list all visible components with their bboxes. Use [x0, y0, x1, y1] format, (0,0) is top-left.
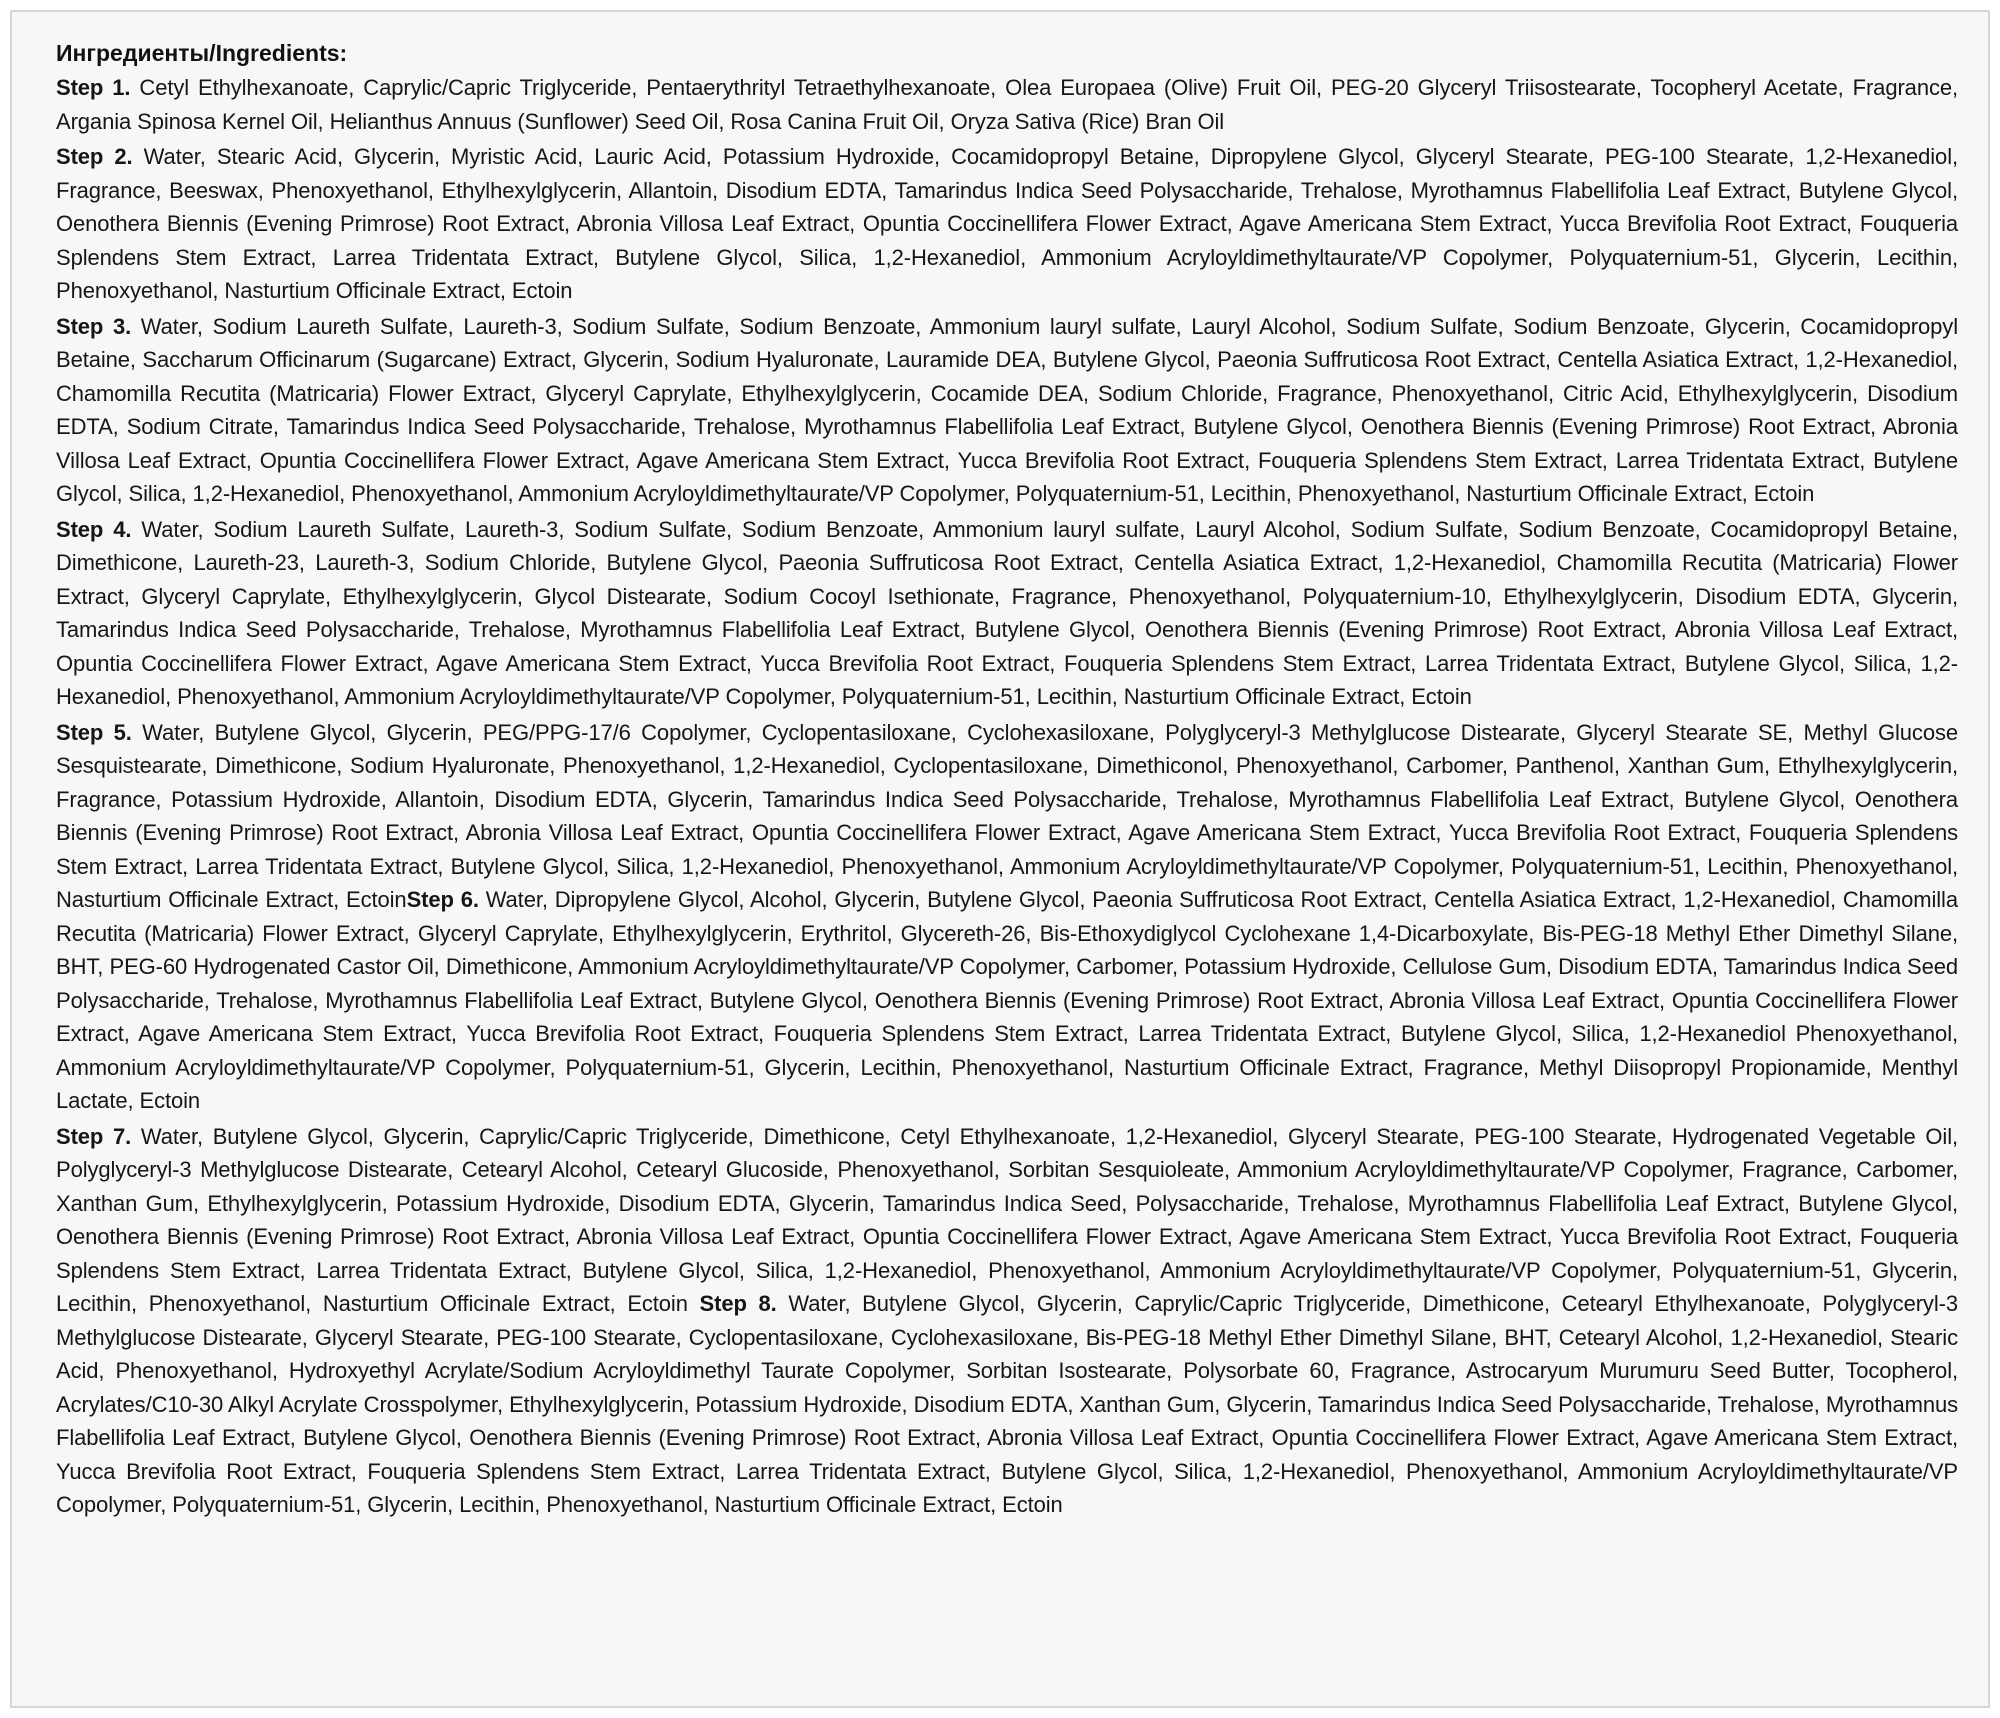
step-8-text: Water, Butylene Glycol, Glycerin, Caprylic/Capric Triglyceride, Dimethicone, Cetearyl Ethylhexanoate, Polyglyceryl-3 Methylglucose Distearate, Glyceryl Stearate, PEG-100 Stearate, Cyclopentasiloxane, Cyclohexasiloxane, Bis-PEG-18 Methyl Ether Dimethyl Silane, BHT, Cetearyl Alcohol, 1,2-Hexanediol, Stearic Acid, Phenoxyethanol, Hydroxyethyl Acrylate/Sodium Acryloyldimethyl Taurate Copolymer, Sorbitan Isostearate, Polysorbate 60, Fragrance, Astrocaryum Murumuru Seed Butter, Tocopherol, Acrylates/C10-30 Alkyl Acrylate Crosspolymer, Ethylhexylglycerin, Potassium Hydroxide, Disodium EDTA, Xanthan Gum, Glycerin, Tamarindus Indica Seed Polysaccharide, Trehalose, Myrothamnus Flabellifolia Leaf Extract, Butylene Glycol, Oenothera Biennis (Evening Primrose) Root Extract, Abronia Villosa Leaf Extract, Opuntia Coccinellifera Flower Extract, Agave Americana Stem Extract, Yucca Brevifolia Root Extract, Fouqueria Splendens Stem Extract, Larrea Tridentata Extract, Butylene Glycol, Silica, 1,2-Hexanediol, Phenoxyethanol, Ammonium Acryloyldimethyltaurate/VP Copolymer, Polyquaternium-51, Glycerin, Lecithin, Phenoxyethanol, Nasturtium Officinale Extract, Ectoin [56, 1291, 1958, 1517]
step-7-text: Water, Butylene Glycol, Glycerin, Caprylic/Capric Triglyceride, Dimethicone, Cetyl Ethylhexanoate, 1,2-Hexanediol, Glyceryl Stearate, PEG-100 Stearate, Hydrogenated Vegetable Oil, Polyglyceryl-3 Methylglucose Distearate, Cetearyl Alcohol, Cetearyl Glucoside, Phenoxyethanol, Sorbitan Sesquioleate, Ammonium Acryloyldimethyltaurate/VP Copolymer, Fragrance, Carbomer, Xanthan Gum, Ethylhexylglycerin, Potassium Hydroxide, Disodium EDTA, Glycerin, Tamarindus Indica Seed, Polysaccharide, Trehalose, Myrothamnus Flabellifolia Leaf Extract, Butylene Glycol, Oenothera Biennis (Evening Primrose) Root Extract, Abronia Villosa Leaf Extract, Opuntia Coccinellifera Flower Extract, Agave Americana Stem Extract, Yucca Brevifolia Root Extract, Fouqueria Splendens Stem Extract, Larrea Tridentata Extract, Butylene Glycol, Silica, 1,2-Hexanediol, Phenoxyethanol, Ammonium Acryloyldimethyltaurate/VP Copolymer, Polyquaternium-51, Glycerin, Lecithin, Phenoxyethanol, Nasturtium Officinale Extract, Ectoin [56, 1123, 1958, 1316]
step-5-paragraph [56, 716, 1958, 1118]
step-3-label: Step 3. [56, 313, 132, 339]
step-1-label: Step 1. [56, 75, 131, 100]
step-4-text: Water, Sodium Laureth Sulfate, Laureth-3, Sodium Sulfate, Sodium Benzoate, Ammonium lauryl sulfate, Lauryl Alcohol, Sodium Sulfate, Sodium Benzoate, Cocamidopropyl Betaine, Dimethicone, Laureth-23, Laureth-3, Sodium Chloride, Butylene Glycol, Paeonia Suffruticosa Root Extract, Centella Asiatica Extract, 1,2-Hexanediol, Chamomilla Recutita (Matricaria) Flower Extract, Glyceryl Caprylate, Ethylhexylglycerin, Glycol Distearate, Sodium Cocoyl Isethionate, Fragrance, Phenoxyethanol, Polyquaternium-10, Ethylhexylglycerin, Disodium EDTA, Glycerin, Tamarindus Indica Seed Polysaccharide, Trehalose, Myrothamnus Flabellifolia Leaf Extract, Butylene Glycol, Oenothera Biennis (Evening Primrose) Root Extract, Abronia Villosa Leaf Extract, Opuntia Coccinellifera Flower Extract, Agave Americana Stem Extract, Yucca Brevifolia Root Extract, Fouqueria Splendens Stem Extract, Larrea Tridentata Extract, Butylene Glycol, Silica, 1,2-Hexanediol, Phenoxyethanol, Ammonium Acryloyldimethyltaurate/VP Copolymer, Polyquaternium-51, Lecithin, Nasturtium Officinale Extract, Ectoin [56, 516, 1958, 709]
step-6-label: Step 6. [406, 887, 479, 912]
step-5-label: Step 5. [56, 719, 132, 745]
ingredients-sheet [10, 10, 1990, 1708]
step-1-text: Cetyl Ethylhexanoate, Caprylic/Capric Triglyceride, Pentaerythrityl Tetraethylhexanoate, Olea Europaea (Olive) Fruit Oil, PEG-20 Glyceryl Triisostearate, Tocopheryl Acetate, Fragrance, Argania Spinosa Kernel Oil, Helianthus Annuus (Sunflower) Seed Oil, Rosa Canina Fruit Oil, Oryza Sativa (Rice) Bran Oil [56, 75, 1958, 134]
step-4-label: Step 4. [56, 516, 132, 542]
step-5-text: Water, Butylene Glycol, Glycerin, PEG/PPG-17/6 Copolymer, Cyclopentasiloxane, Cyclohexasiloxane, Polyglyceryl-3 Methylglucose Distearate, Glyceryl Stearate SE, Methyl Glucose Sesquistearate, Dimethicone, Sodium Hyaluronate, Phenoxyethanol, 1,2-Hexanediol, Cyclopentasiloxane, Dimethiconol, Phenoxyethanol, Carbomer, Panthenol, Xanthan Gum, Ethylhexylglycerin, Fragrance, Potassium Hydroxide, Allantoin, Disodium EDTA, Glycerin, Tamarindus Indica Seed Polysaccharide, Trehalose, Myrothamnus Flabellifolia Leaf Extract, Butylene Glycol, Oenothera Biennis (Evening Primrose) Root Extract, Abronia Villosa Leaf Extract, Opuntia Coccinellifera Flower Extract, Agave Americana Stem Extract, Yucca Brevifolia Root Extract, Fouqueria Splendens Stem Extract, Larrea Tridentata Extract, Butylene Glycol, Silica, 1,2-Hexanediol, Phenoxyethanol, Ammonium Acryloyldimethyltaurate/VP Copolymer, Polyquaternium-51, Lecithin, Phenoxyethanol, Nasturtium Officinale Extract, Ectoin [56, 719, 1958, 912]
step-3-paragraph [56, 310, 1958, 511]
step-8-label: Step 8. [699, 1291, 777, 1316]
step-2-text: Water, Stearic Acid, Glycerin, Myristic Acid, Lauric Acid, Potassium Hydroxide, Cocamidopropyl Betaine, Dipropylene Glycol, Glyceryl Stearate, PEG-100 Stearate, 1,2-Hexanediol, Fragrance, Beeswax, Phenoxyethanol, Ethylhexylglycerin, Allantoin, Disodium EDTA, Tamarindus Indica Seed Polysaccharide, Trehalose, Myrothamnus Flabellifolia Leaf Extract, Butylene Glycol, Oenothera Biennis (Evening Primrose) Root Extract, Abronia Villosa Leaf Extract, Opuntia Coccinellifera Flower Extract, Agave Americana Stem Extract, Yucca Brevifolia Root Extract, Fouqueria Splendens Stem Extract, Larrea Tridentata Extract, Butylene Glycol, Silica, 1,2-Hexanediol, Ammonium Acryloyldimethyltaurate/VP Copolymer, Polyquaternium-51, Glycerin, Lecithin, Phenoxyethanol, Nasturtium Officinale Extract, Ectoin [56, 144, 1958, 303]
step-2-paragraph [56, 140, 1958, 308]
step-7-label: Step 7. [56, 1123, 132, 1149]
step-2-label: Step 2. [56, 144, 133, 169]
ingredients-heading: Ингредиенты/Ingredients: [56, 40, 348, 66]
step-7-paragraph [56, 1120, 1958, 1522]
step-6-text: Water, Dipropylene Glycol, Alcohol, Glycerin, Butylene Glycol, Paeonia Suffruticosa Root Extract, Centella Asiatica Extract, 1,2-Hexanediol, Chamomilla Recutita (Matricaria) Flower Extract, Glyceryl Caprylate, Ethylhexylglycerin, Erythritol, Glycereth-26, Bis-Ethoxydiglycol Cyclohexane 1,4-Dicarboxylate, Bis-PEG-18 Methyl Ether Dimethyl Silane, BHT, PEG-60 Hydrogenated Castor Oil, Dimethicone, Ammonium Acryloyldimethyltaurate/VP Copolymer, Carbomer, Potassium Hydroxide, Cellulose Gum, Disodium EDTA, Tamarindus Indica Seed Polysaccharide, Trehalose, Myrothamnus Flabellifolia Leaf Extract, Butylene Glycol, Oenothera Biennis (Evening Primrose) Root Extract, Abronia Villosa Leaf Extract, Opuntia Coccinellifera Flower Extract, Agave Americana Stem Extract, Yucca Brevifolia Root Extract, Fouqueria Splendens Stem Extract, Larrea Tridentata Extract, Butylene Glycol, Silica, 1,2-Hexanediol Phenoxyethanol, Ammonium Acryloyldimethyltaurate/VP Copolymer, Polyquaternium-51, Glycerin, Lecithin, Phenoxyethanol, Nasturtium Officinale Extract, Fragrance, Methyl Diisopropyl Propionamide, Menthyl Lactate, Ectoin [56, 887, 1958, 1113]
step-4-paragraph [56, 513, 1958, 714]
step-3-text: Water, Sodium Laureth Sulfate, Laureth-3, Sodium Sulfate, Sodium Benzoate, Ammonium lauryl sulfate, Lauryl Alcohol, Sodium Sulfate, Sodium Benzoate, Glycerin, Cocamidopropyl Betaine, Saccharum Officinarum (Sugarcane) Extract, Glycerin, Sodium Hyaluronate, Lauramide DEA, Butylene Glycol, Paeonia Suffruticosa Root Extract, Centella Asiatica Extract, 1,2-Hexanediol, Chamomilla Recutita (Matricaria) Flower Extract, Glyceryl Caprylate, Ethylhexylglycerin, Cocamide DEA, Sodium Chloride, Fragrance, Phenoxyethanol, Citric Acid, Ethylhexylglycerin, Disodium EDTA, Sodium Citrate, Tamarindus Indica Seed Polysaccharide, Trehalose, Myrothamnus Flabellifolia Leaf Extract, Butylene Glycol, Oenothera Biennis (Evening Primrose) Root Extract, Abronia Villosa Leaf Extract, Opuntia Coccinellifera Flower Extract, Agave Americana Stem Extract, Yucca Brevifolia Root Extract, Fouqueria Splendens Stem Extract, Larrea Tridentata Extract, Butylene Glycol, Silica, 1,2-Hexanediol, Phenoxyethanol, Ammonium Acryloyldimethyltaurate/VP Copolymer, Polyquaternium-51, Lecithin, Phenoxyethanol, Nasturtium Officinale Extract, Ectoin [56, 313, 1958, 506]
step-1-paragraph [56, 71, 1958, 138]
